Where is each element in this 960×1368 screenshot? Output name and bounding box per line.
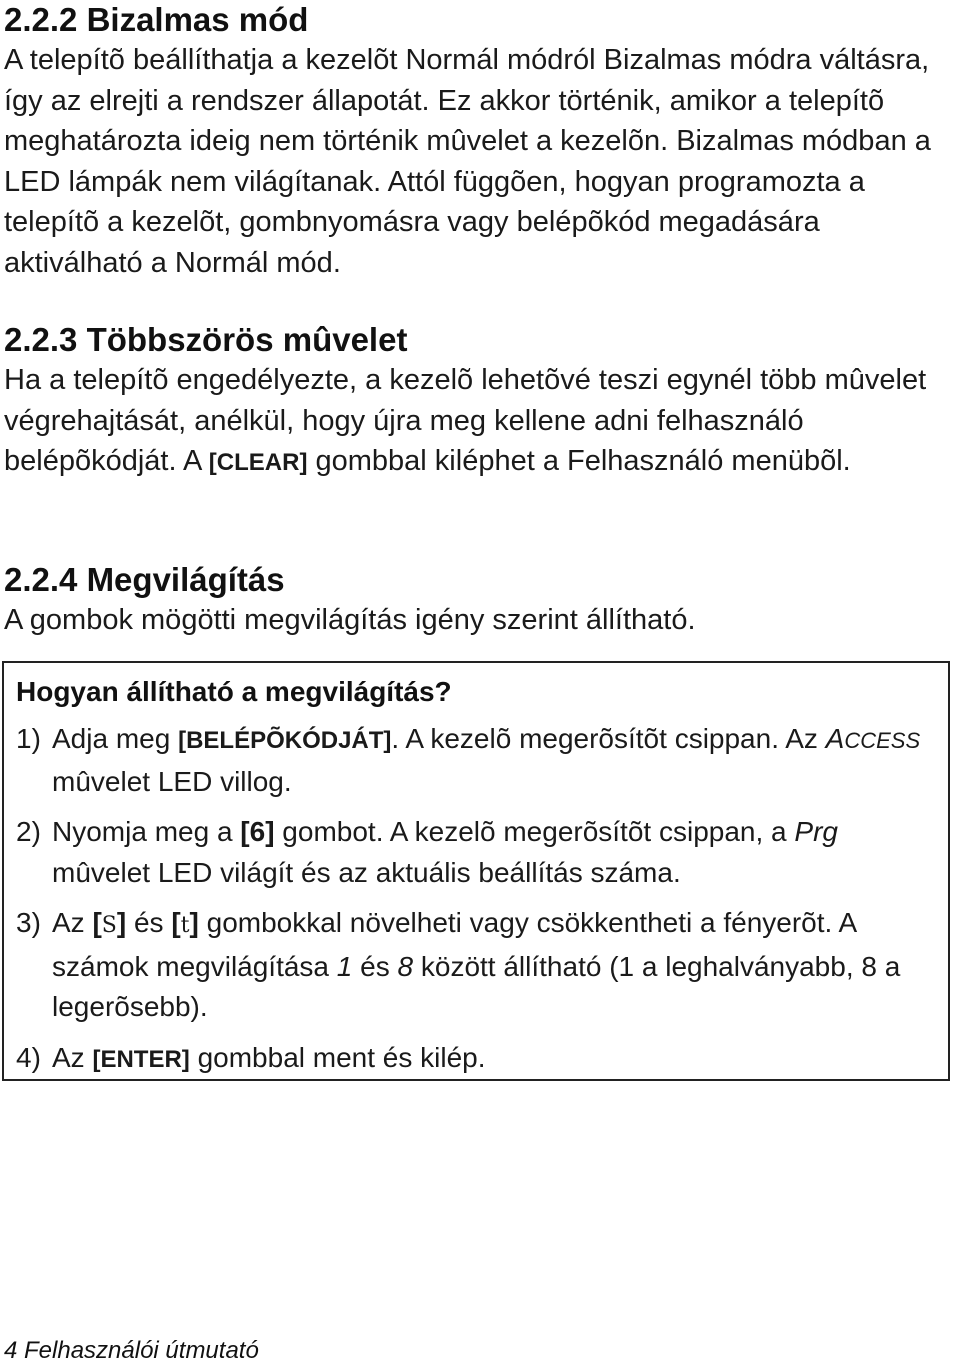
step-text-part: Nyomja meg a	[52, 816, 241, 847]
instruction-box	[2, 661, 950, 1081]
body-text: gombbal kiléphet a Felhasználó menübõl.	[307, 445, 851, 477]
access-led-name-initial: A	[825, 723, 845, 754]
step-3	[16, 903, 936, 1028]
step-text-part: mûvelet LED világít és az aktuális beállítás száma.	[52, 856, 681, 888]
bracket-open: [	[92, 907, 102, 938]
step-number: 3)	[16, 907, 41, 938]
step-1	[16, 719, 936, 802]
step-text-part: és	[126, 907, 172, 938]
step-text-part: és	[352, 950, 398, 982]
section-megvilagitas	[4, 560, 952, 641]
step-text-part: gombokkal növelheti vagy csökkentheti a fényerõt. A számok megvilágítása	[52, 907, 856, 982]
min-level-value: 1	[336, 950, 353, 982]
step-number: 4)	[16, 1041, 41, 1073]
passcode-key-label: [BELÉPÕKÓDJÁT]	[178, 727, 392, 754]
section-body: A telepítõ beállíthatja a kezelõt Normál módról Bizalmas módra váltásra, így az elrejti a rendszer állapotát. Ez akkor történik, amikor a telepítõ meghatározta ideig nem történik mûvelet a kezelõn. Bizalmas módban a LED lámpák nem világítanak. Attól függõen, hogyan programozta a telepítõ a kezelõt, gombnyomásra vagy belépõkód megadására aktiválható a Normál mód.	[4, 44, 931, 279]
arrow-down-key-label: t	[180, 913, 190, 938]
access-led-name-rest: CCESS	[844, 728, 921, 753]
clear-key-label: [CLEAR]	[208, 449, 308, 476]
bracket-open: [	[171, 907, 181, 938]
bracket-close: ]	[189, 907, 199, 938]
step-text-part: gombbal ment és kilép.	[189, 1041, 486, 1073]
step-text	[52, 812, 936, 893]
max-level-value: 8	[397, 950, 414, 982]
section-bizalmas-mod	[4, 0, 952, 283]
box-title: Hogyan állítható a megvilágítás?	[16, 676, 452, 707]
step-text-part: . A kezelõ megerõsítõt csippan. Az	[391, 723, 826, 754]
section-heading: 2.2.3 Többszörös mûvelet	[4, 321, 408, 358]
section-tobbszoros-muvelet	[4, 320, 952, 484]
step-text	[52, 719, 936, 802]
bracket-close: ]	[116, 907, 127, 938]
page-footer: 4 Felhasználói útmutató	[4, 1337, 259, 1364]
step-text-part: Az	[52, 1041, 93, 1073]
section-body: A gombok mögötti megvilágítás igény szerint állítható.	[4, 604, 696, 636]
step-number: 2)	[16, 816, 41, 847]
step-text-part: Az	[52, 907, 93, 938]
section-body	[4, 360, 952, 484]
step-text	[52, 1038, 936, 1081]
section-heading: 2.2.2 Bizalmas mód	[4, 1, 309, 38]
step-4	[16, 1038, 936, 1081]
body-text: Ha a telepítõ engedélyezte, a kezelõ lehetõvé teszi egynél több mûvelet végrehajtását, anélkül, hogy újra meg kellene adni felhasználó belépõkódját. A	[4, 364, 927, 477]
prg-led-name: Prg	[794, 816, 838, 847]
step-text-part: gombot. A kezelõ megerõsítõt csippan, a	[274, 816, 795, 847]
arrow-up-key-label: S	[101, 913, 117, 938]
step-2	[16, 812, 936, 893]
key-6-label: [6]	[240, 816, 275, 847]
step-text-part: Adja meg	[52, 723, 179, 754]
step-text	[52, 903, 936, 1028]
step-text-part: mûvelet LED villog.	[52, 765, 292, 797]
step-number: 1)	[16, 723, 41, 754]
step-text-part: között állítható (1 a leghalványabb, 8 a legerõsebb).	[52, 950, 901, 1022]
enter-key-label: [ENTER]	[92, 1045, 190, 1073]
section-heading: 2.2.4 Megvilágítás	[4, 561, 285, 598]
